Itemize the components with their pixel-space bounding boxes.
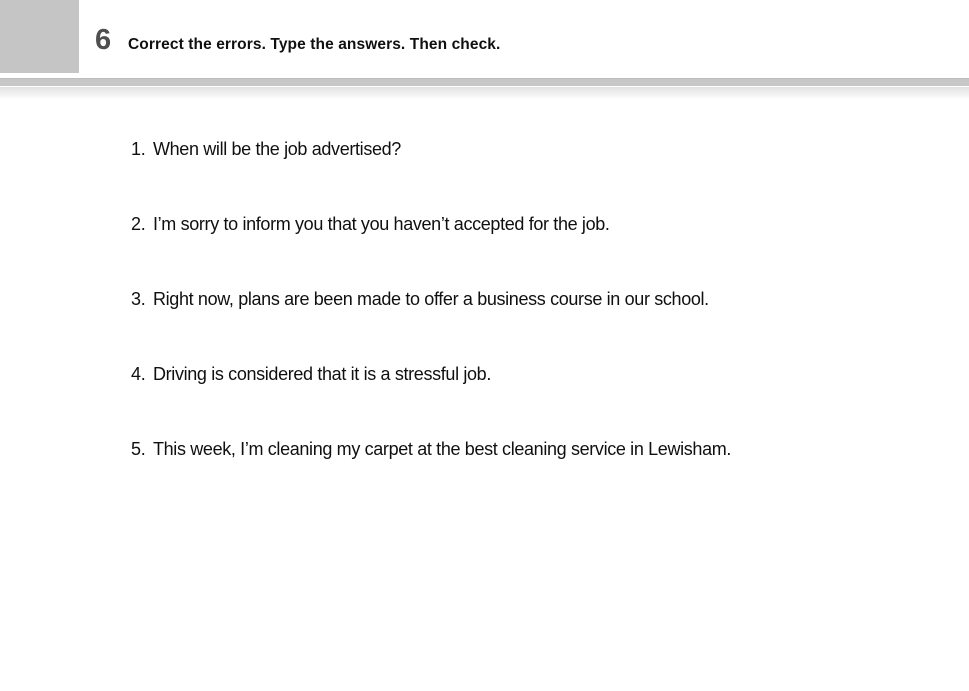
sentence-list: [131, 139, 731, 460]
sentence-text[interactable]: This week, I’m cleaning my carpet at the best cleaning service in Lewisham.: [153, 439, 732, 459]
sentence-text[interactable]: Right now, plans are been made to offer a business course in our school.: [153, 289, 709, 309]
sentence-number: 2.: [131, 214, 146, 234]
sentence-row: [131, 214, 731, 235]
sentence-row: [131, 439, 731, 460]
exercise-instruction: Correct the errors. Type the answers. Then check.: [128, 36, 501, 53]
header-divider: [0, 78, 969, 86]
corner-square: [0, 0, 79, 73]
sentence-row: [131, 289, 731, 310]
sentence-number: 1.: [131, 139, 146, 159]
sentence-text[interactable]: When will be the job advertised?: [153, 139, 401, 159]
exercise-number: 6: [95, 24, 112, 56]
sentence-row: [131, 364, 731, 385]
sentence-number: 4.: [131, 364, 146, 384]
sentence-text[interactable]: I’m sorry to inform you that you haven’t accepted for the job.: [153, 214, 610, 234]
sentence-number: 5.: [131, 439, 146, 459]
sentence-row: [131, 139, 731, 160]
sentence-number: 3.: [131, 289, 146, 309]
sentence-text[interactable]: Driving is considered that it is a stressful job.: [153, 364, 491, 384]
